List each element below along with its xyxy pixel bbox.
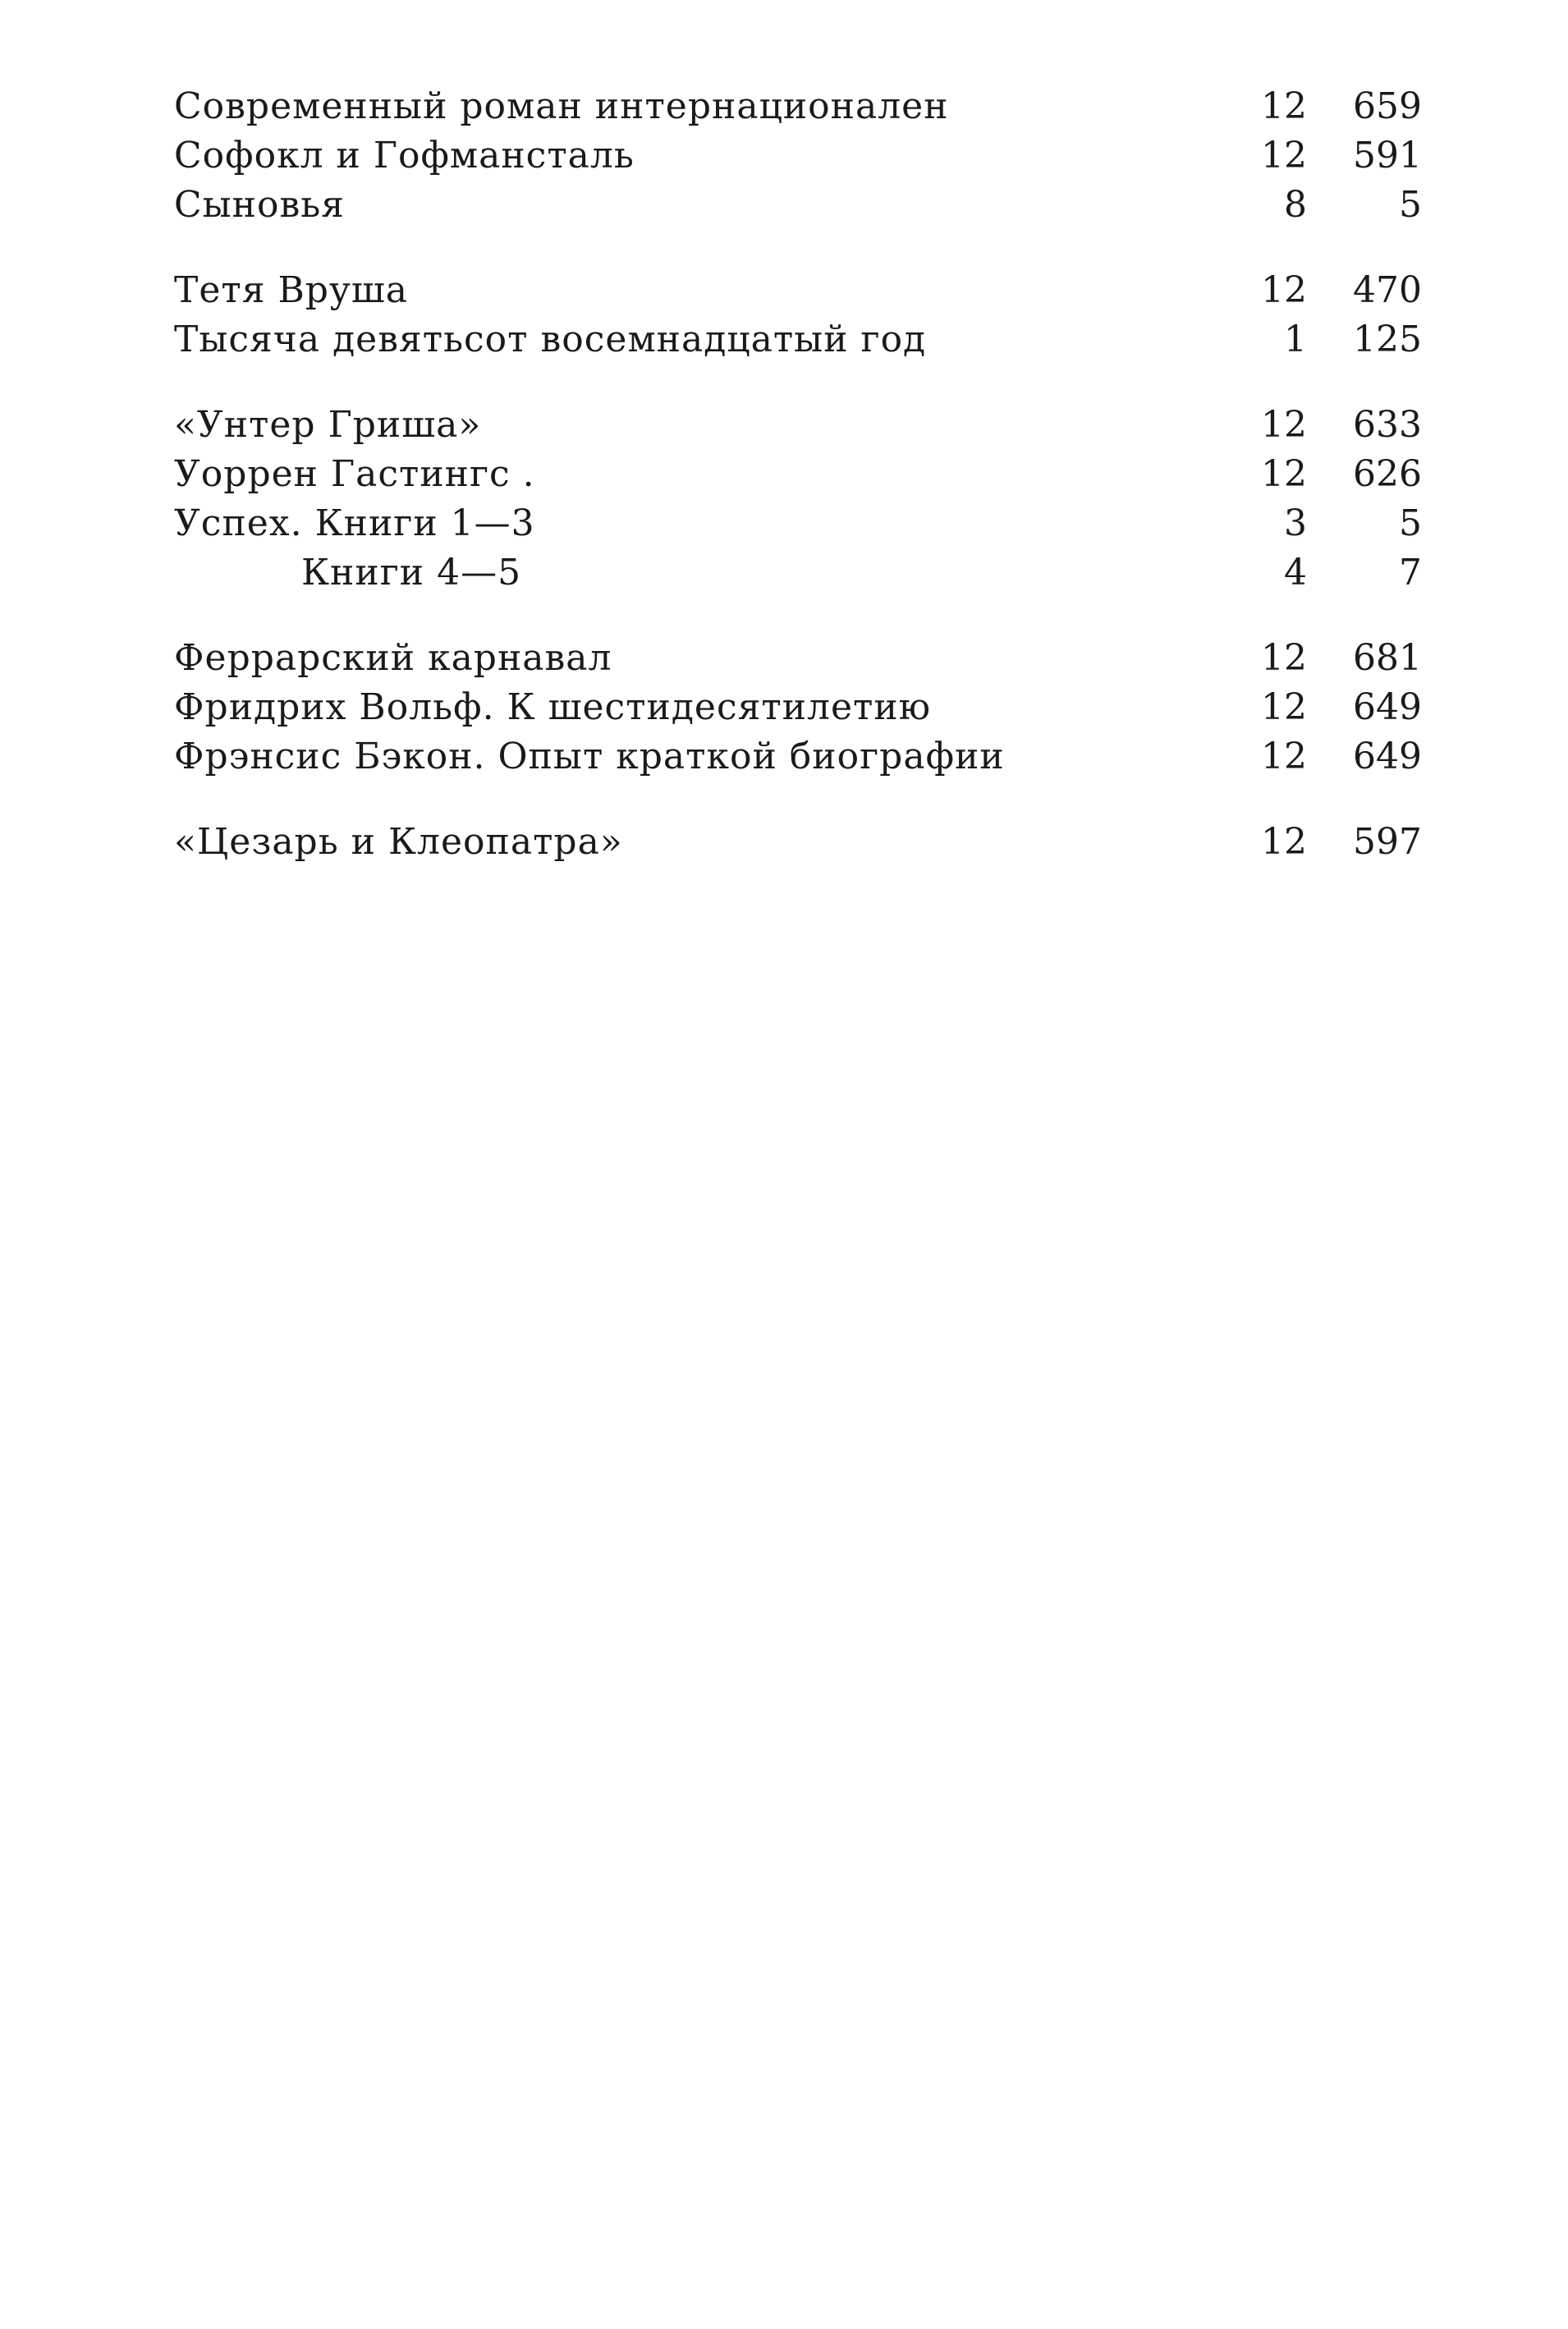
entry-title: «Цезарь и Клеопатра» (174, 821, 623, 863)
index-entry (174, 82, 1422, 131)
index-group-u (174, 401, 1422, 598)
entry-page: 649 (1353, 736, 1422, 777)
entry-title: Тысяча девятьсот восемнадцатый год (174, 319, 927, 360)
entry-page: 125 (1353, 319, 1422, 360)
entry-volume: 4 (1284, 552, 1307, 594)
entry-page: 5 (1399, 502, 1422, 544)
entry-title: Уоррен Гастингс . (174, 453, 535, 495)
entry-volume: 3 (1284, 502, 1307, 544)
index-group-f (174, 634, 1422, 782)
entry-volume: 12 (1261, 686, 1307, 728)
entry-volume: 12 (1261, 736, 1307, 777)
entry-page: 649 (1353, 686, 1422, 728)
entry-title: «Унтер Гриша» (174, 404, 482, 446)
entry-title: Тетя Вруша (174, 269, 408, 311)
entry-page: 7 (1399, 552, 1422, 594)
entry-title: Современный роман интернационален (174, 85, 949, 127)
entry-volume: 1 (1284, 319, 1307, 360)
index-entry (174, 450, 1422, 499)
entry-page: 5 (1399, 184, 1422, 226)
entry-page: 591 (1353, 135, 1422, 177)
entry-volume: 12 (1261, 135, 1307, 177)
index-entry (174, 181, 1422, 230)
entry-volume: 12 (1261, 637, 1307, 679)
entry-title: Фрэнсис Бэкон. Опыт краткой биографии (174, 736, 1005, 777)
entry-title: Фридрих Вольф. К шестидесятилетию (174, 686, 932, 728)
entry-title: Софокл и Гофмансталь (174, 135, 635, 177)
entry-volume: 12 (1261, 453, 1307, 495)
index-group-s (174, 82, 1422, 230)
entry-title: Успех. Книги 1—3 (174, 502, 535, 544)
entry-page: 681 (1353, 637, 1422, 679)
entry-title: Книги 4—5 (301, 552, 522, 594)
index-entry (174, 548, 1422, 598)
index-entry (174, 401, 1422, 450)
entry-volume: 12 (1261, 269, 1307, 311)
index-entry (174, 683, 1422, 732)
entry-title: Феррарский карнавал (174, 637, 612, 679)
index-entry (174, 818, 1422, 867)
index-entry (174, 131, 1422, 181)
entry-page: 633 (1353, 404, 1422, 446)
index-entry (174, 499, 1422, 548)
index-entry (174, 732, 1422, 782)
entry-volume: 12 (1261, 85, 1307, 127)
entry-page: 470 (1353, 269, 1422, 311)
index-entry (174, 266, 1422, 315)
index-group-t (174, 266, 1422, 364)
entry-page: 597 (1353, 821, 1422, 863)
title-index (174, 82, 1422, 903)
entry-volume: 8 (1284, 184, 1307, 226)
entry-volume: 12 (1261, 404, 1307, 446)
entry-volume: 12 (1261, 821, 1307, 863)
index-group-ts (174, 818, 1422, 867)
entry-page: 626 (1353, 453, 1422, 495)
index-entry (174, 315, 1422, 364)
entry-page: 659 (1353, 85, 1422, 127)
index-entry (174, 634, 1422, 683)
entry-title: Сыновья (174, 184, 345, 226)
